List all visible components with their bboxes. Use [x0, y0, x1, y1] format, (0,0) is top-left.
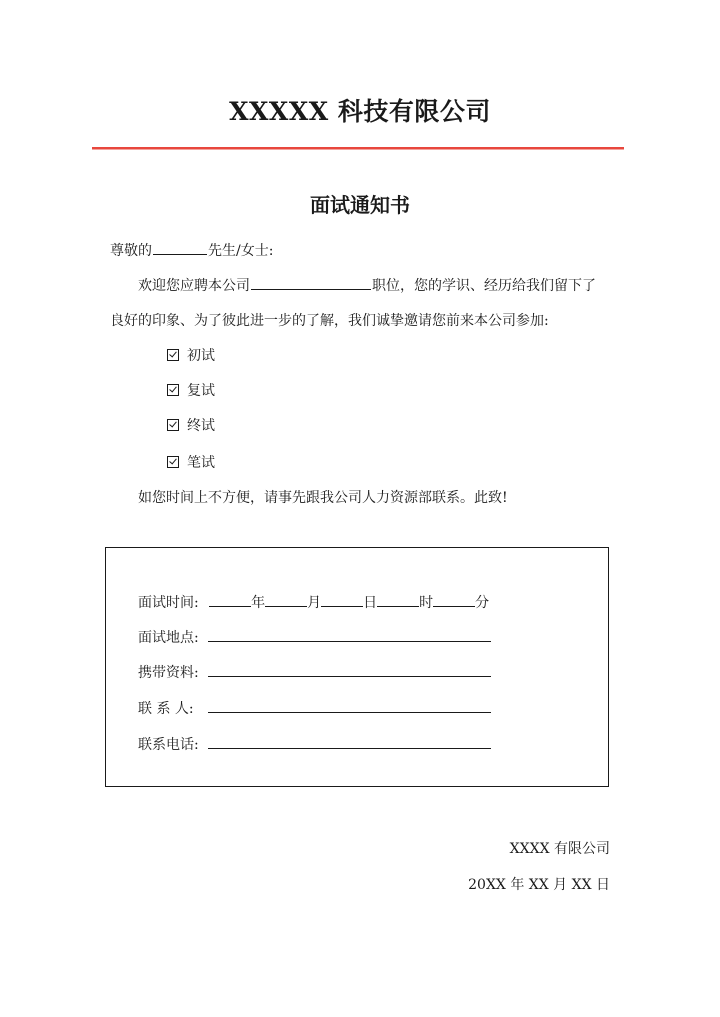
checkbox-checked-icon	[167, 456, 179, 468]
interview-time-label: 面试时间:	[138, 595, 199, 611]
checklist-label: 终试	[187, 418, 215, 434]
month-unit: 月	[307, 595, 322, 611]
checklist-item	[167, 415, 215, 435]
contact-phone-row	[138, 734, 491, 754]
checklist-item	[167, 380, 215, 400]
year-unit: 年	[251, 595, 266, 611]
interview-location-label: 面试地点:	[138, 630, 199, 646]
checklist-item	[167, 345, 215, 365]
minute-blank	[433, 592, 475, 607]
salutation-suffix: 先生/女士:	[208, 243, 274, 259]
checklist-label: 复试	[187, 383, 215, 399]
materials-label: 携带资料:	[138, 665, 199, 681]
position-blank	[251, 275, 371, 290]
contact-person-row	[138, 698, 491, 718]
materials-blank	[208, 662, 491, 677]
checkbox-checked-icon	[167, 419, 179, 431]
minute-unit: 分	[475, 595, 490, 611]
checklist-label: 笔试	[187, 455, 215, 471]
paragraph-2: 良好的印象、为了彼此进一步的了解，我们诚挚邀请您前来本公司参加:	[110, 313, 549, 329]
checkbox-checked-icon	[167, 349, 179, 361]
interview-location-blank	[208, 627, 491, 642]
paragraph-1	[138, 275, 596, 295]
interview-location-row	[138, 627, 491, 647]
document-title: 面试通知书	[310, 193, 410, 217]
hour-unit: 时	[419, 595, 434, 611]
year-blank	[209, 592, 251, 607]
signature-date: 20XX 年 XX 月 XX 日	[468, 877, 610, 893]
paragraph-1-suffix: 职位，您的学识、经历给我们留下了	[372, 278, 596, 294]
salutation-prefix: 尊敬的	[110, 243, 152, 259]
salutation	[110, 240, 273, 260]
contact-phone-blank	[208, 734, 491, 749]
interview-time-row	[138, 592, 489, 612]
day-unit: 日	[363, 595, 378, 611]
checklist-item	[167, 452, 215, 472]
contact-phone-label: 联系电话:	[138, 737, 199, 753]
hour-blank	[377, 592, 419, 607]
name-blank	[153, 240, 207, 255]
company-title: XXXXX 科技有限公司	[229, 97, 491, 126]
month-blank	[265, 592, 307, 607]
signature-company: XXXX 有限公司	[509, 841, 610, 857]
header-divider	[92, 147, 624, 150]
contact-person-label: 联 系 人:	[138, 701, 194, 717]
materials-row	[138, 662, 491, 682]
checklist-label: 初试	[187, 348, 215, 364]
checkbox-checked-icon	[167, 384, 179, 396]
contact-person-blank	[208, 698, 491, 713]
day-blank	[321, 592, 363, 607]
closing-line: 如您时间上不方便，请事先跟我公司人力资源部联系。此致!	[138, 490, 508, 506]
paragraph-1-prefix: 欢迎您应聘本公司	[138, 278, 250, 294]
